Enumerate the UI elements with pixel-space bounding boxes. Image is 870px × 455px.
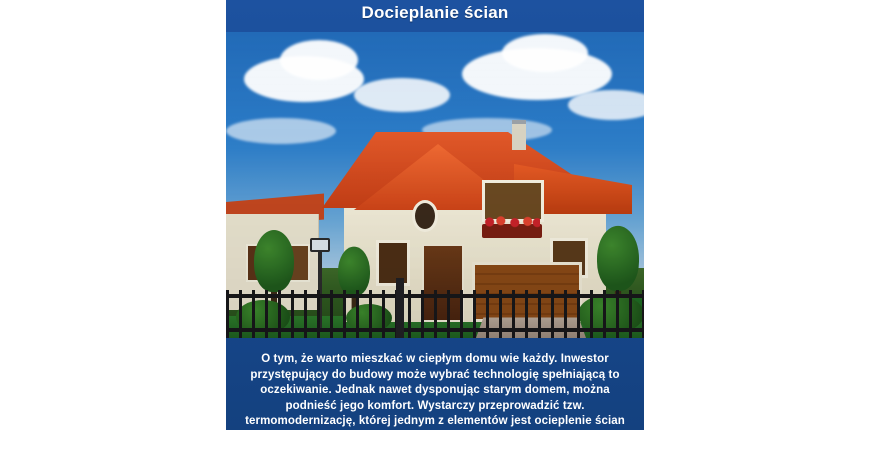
fence-rail xyxy=(226,294,644,298)
article-caption xyxy=(226,338,644,455)
fence-rail xyxy=(226,328,644,332)
lamp-head xyxy=(310,238,330,252)
caption-text: O tym, że warto mieszkać w ciepłym domu wie każdy. Inwestor przystępujący do budowy może wybrać technologię spełniającą to oczekiwanie. Jednak nawet dysponując starym domem, można podnieść jego komfort. Wystarczy przeprowadzić tzw. termomodernizację, której jednym z elementów jest ocieplenie ścian zewnętrznych. xyxy=(245,353,625,443)
page-title: Docieplanie ścian xyxy=(361,3,509,22)
flower-box xyxy=(482,224,542,238)
article-image xyxy=(226,32,644,338)
house-window xyxy=(376,240,410,286)
cloud xyxy=(354,78,450,112)
fence-gate-post xyxy=(396,278,404,338)
oval-window xyxy=(412,200,438,232)
article-panel xyxy=(226,0,644,443)
cloud xyxy=(502,34,588,72)
cloud xyxy=(226,118,336,144)
fence xyxy=(226,290,644,338)
cloud xyxy=(280,40,358,80)
chimney xyxy=(512,120,526,150)
